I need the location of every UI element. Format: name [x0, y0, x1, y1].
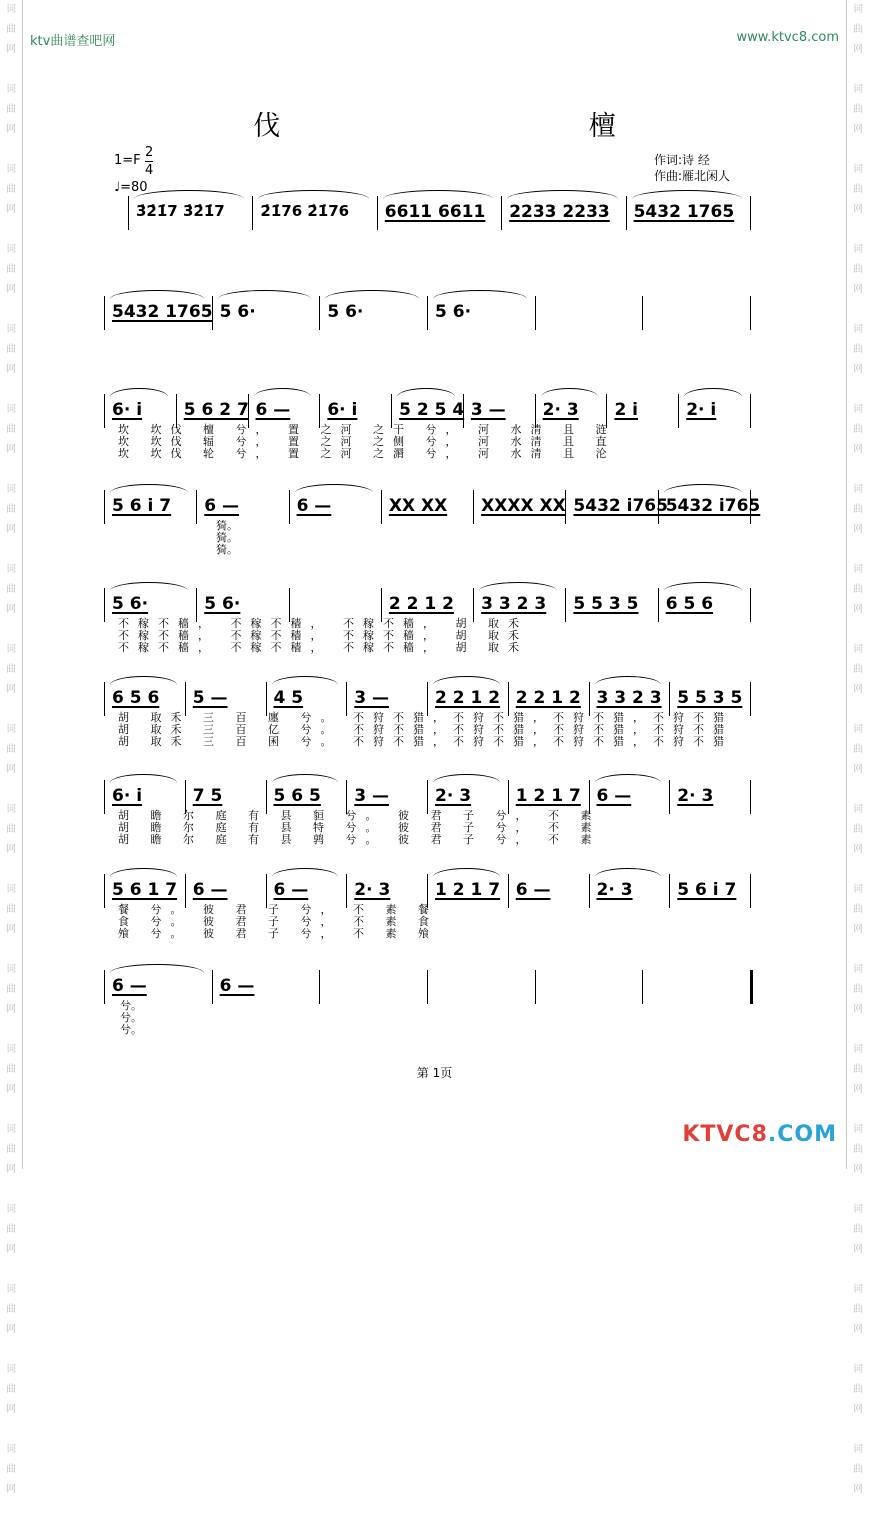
lyric-line: 兮。 [120, 1023, 142, 1036]
measure-notes: 2· 3 [677, 786, 714, 806]
measure-notes: 5 6 5 [273, 786, 321, 806]
measure-notes: 2 2 1 2 [515, 688, 581, 708]
measure-notes: 5 2 5 4 [399, 400, 465, 420]
measure-notes: 5432 i765 [573, 496, 668, 516]
measure-notes: 7 5 [192, 786, 223, 806]
measure-notes: 3 — [354, 786, 389, 806]
bar-line [212, 970, 213, 1004]
credits [654, 152, 730, 184]
header-right-url[interactable]: www.ktvc8.com [736, 30, 839, 45]
measure-notes: 3 3 2 3 [596, 688, 662, 708]
measure-notes: 2̇1̇76 2̇1̇76 [260, 202, 350, 220]
bar-line [104, 394, 105, 428]
measure-notes: 5 6· [435, 302, 472, 322]
bar-line [196, 490, 197, 524]
site-logo [682, 1122, 837, 1147]
lyric-line: 胡 瞻 尔 庭 有 县 鹑 兮。 彼 君 子 兮， 不 素 [118, 833, 601, 846]
measure-notes: 2· 3 [435, 786, 472, 806]
measure-notes: 5432 1765 [633, 202, 735, 222]
measure-notes: 5 6· [204, 594, 241, 614]
bar-line [427, 970, 428, 1004]
measure-notes: 1 2 1 7 [435, 880, 501, 900]
bar-line [642, 296, 643, 330]
measure-notes: 6 — [219, 976, 255, 996]
lyric-line: 食 兮。 彼 君 子 兮， 不 素 食 [118, 915, 438, 928]
lyric-line: 胡 瞻 尔 庭 有 县 特 兮。 彼 君 子 兮， 不 素 [118, 821, 601, 834]
lyric-line: 不稼不穑， 不稼不穑， 不稼不穑， 胡 取禾 [118, 629, 528, 642]
lyric-line: 胡 瞻 尔 庭 有 县 貆 兮。 彼 君 子 兮， 不 素 [118, 809, 601, 822]
tempo-marking: ♩=80 [114, 180, 148, 195]
measure-notes: 5 6· [112, 594, 149, 614]
lyric-line: 兮。 [120, 999, 142, 1012]
measure-notes: 3 — [470, 400, 506, 420]
measure-notes: 3̇2̇1̇7 3̇2̇1̇7 [136, 202, 225, 220]
measure-notes: 6 — [112, 976, 147, 996]
bar-line [535, 296, 536, 330]
measure-notes: 3 — [354, 688, 389, 708]
measure-notes: 5432 i765 [665, 496, 761, 516]
lyric-line: 兮。 [120, 1011, 142, 1024]
bar-line [750, 780, 751, 814]
measure-notes: 6· i [112, 400, 143, 420]
measure-notes: 5 5 3 5 [677, 688, 743, 708]
measure-notes: 6 — [192, 880, 228, 900]
bar-line [104, 970, 105, 1004]
measure-notes: 5 — [192, 688, 228, 708]
bar-line [669, 780, 670, 814]
lyric-line: 猗。 [216, 543, 238, 556]
measure-notes: 2233 2233 [509, 202, 610, 222]
measure-notes: 5 6 1 7 [112, 880, 178, 900]
bar-line [750, 682, 751, 716]
measure-notes: 5 6 i 7 [112, 496, 172, 516]
bar-line [104, 682, 105, 716]
measure-notes: 6· i [112, 786, 143, 806]
bar-line [289, 490, 290, 524]
bar-line [128, 196, 129, 230]
measure-notes: 5 6· [219, 302, 256, 322]
measure-notes: 6 5 6 [665, 594, 714, 614]
measure-notes: 6 — [204, 496, 240, 516]
logo-text: KTVC8 [682, 1122, 768, 1147]
measure-notes: 2· 3 [542, 400, 579, 420]
time-signature [145, 144, 153, 179]
song-title: 伐 檀 [253, 111, 766, 142]
bar-line [750, 970, 753, 1004]
bar-line [381, 490, 382, 524]
measure-notes: 3 3 2 3 [481, 594, 547, 614]
bar-line [750, 296, 751, 330]
measure-notes: 6 — [296, 496, 332, 516]
bar-line [427, 296, 428, 330]
side-watermark-left: 词 曲 网 词 曲 网 词 曲 网 词 曲 网 词 曲 网 词 曲 网 词 曲 网 词 曲 网 词 曲 网 词 曲 网 词 曲 网 词 曲 网 词 曲 网 词 曲 网 词 曲 网 词 曲 网 词 曲 网 词 曲 网 词 曲 网 [6, 4, 16, 1495]
bar-line [104, 780, 105, 814]
measure-notes: 6 — [273, 880, 309, 900]
measure-notes: 6 — [255, 400, 291, 420]
time-signature-top: 2 [145, 145, 154, 160]
bar-line [678, 394, 679, 428]
lyric-line: 餐 兮。 彼 君 子 兮， 不 素 餐 [118, 903, 438, 916]
measure-notes: 2· i [686, 400, 717, 420]
lyric-line: 猗。 [216, 519, 238, 532]
time-signature-bottom: 4 [145, 163, 154, 178]
lyric-line: 坎 坎伐 辐 兮， 置 之河 之侧 兮， 河 水清 且 直 [118, 435, 616, 448]
bar-line [508, 874, 509, 908]
bar-line [750, 196, 751, 230]
bar-line [319, 970, 320, 1004]
composer: 作曲:雁北闲人 [654, 169, 731, 183]
measure-notes: 6 — [596, 786, 632, 806]
side-watermark-right: 词 曲 网 词 曲 网 词 曲 网 词 曲 网 词 曲 网 词 曲 网 词 曲 网 词 曲 网 词 曲 网 词 曲 网 词 曲 网 词 曲 网 词 曲 网 词 曲 网 词 曲 网 词 曲 网 词 曲 网 词 曲 网 词 曲 网 [853, 4, 863, 1495]
measure-notes: 2 2 1 2 [388, 594, 454, 614]
lyric-line: 不稼不穑， 不稼不穑， 不稼不穑， 胡 取禾 [118, 617, 528, 630]
lyric-line: 不稼不穑， 不稼不穑， 不稼不穑， 胡 取禾 [118, 641, 528, 654]
bar-line [750, 874, 751, 908]
key-signature: 1=F [114, 153, 141, 168]
measure-notes: 5 6· [327, 302, 364, 322]
bar-line [473, 490, 474, 524]
measure-notes: 5 6 i 7 [677, 880, 737, 900]
bar-line [750, 394, 751, 428]
measure-notes: 5 6 2 7 [183, 400, 249, 420]
lyric-line: 坎 坎伐 檀 兮， 置 之河 之干 兮， 河 水清 且 涟 [118, 423, 616, 436]
bar-line [669, 874, 670, 908]
measure-notes: 4 5 [273, 688, 304, 708]
bar-line [319, 296, 320, 330]
measure-notes: 5 5 3 5 [573, 594, 639, 614]
page-number: 第 1页 [416, 1066, 453, 1080]
lyric-line: 胡 取禾 三 百 亿 兮。 不狩不猎，不狩不猎，不狩不猎，不狩不猎 [118, 723, 733, 736]
logo-suffix: .COM [767, 1122, 837, 1147]
measure-notes: XX XX [388, 496, 448, 516]
measure-notes: 2· 3 [354, 880, 391, 900]
measure-notes: 6 5 6 [112, 688, 160, 708]
bar-line [626, 196, 627, 230]
lyric-line: 胡 取禾 三 百 囷 兮。 不狩不猎，不狩不猎，不狩不猎，不狩不猎 [118, 735, 733, 748]
measure-notes: 1 2 1 7 [515, 786, 581, 806]
bar-line [377, 196, 378, 230]
bar-line [642, 970, 643, 1004]
measure-notes: 5432 1765 [112, 302, 213, 322]
header-left-site-name[interactable]: ktv曲谱查吧网 [30, 34, 116, 49]
bar-line [104, 874, 105, 908]
bar-line [589, 874, 590, 908]
bar-line [104, 490, 105, 524]
bar-line [658, 588, 659, 622]
bar-line [750, 588, 751, 622]
measure-notes: 6611 6611 [384, 202, 486, 222]
bar-line [252, 196, 253, 230]
bar-line [104, 296, 105, 330]
bar-line [565, 588, 566, 622]
measure-notes: 2· 3 [596, 880, 633, 900]
lyric-line: 胡 取禾 三 百 廛 兮。 不狩不猎，不狩不猎，不狩不猎，不狩不猎 [118, 711, 733, 724]
bar-line [535, 970, 536, 1004]
measure-notes: 6· i [327, 400, 358, 420]
measure-notes: XXXX XX [481, 496, 566, 516]
bar-line [501, 196, 502, 230]
bar-line [104, 588, 105, 622]
measure-notes: 6 — [515, 880, 551, 900]
measure-notes: 2 i [614, 400, 639, 420]
measure-notes: 2 2 1 2 [435, 688, 501, 708]
lyric-line: 坎 坎伐 轮 兮， 置 之河 之漘 兮， 河 水清 且 沦 [118, 447, 616, 460]
lyricist: 作词:诗 经 [654, 153, 710, 167]
lyric-line: 飧 兮。 彼 君 子 兮， 不 素 飧 [118, 927, 438, 940]
lyric-line: 猗。 [216, 531, 238, 544]
